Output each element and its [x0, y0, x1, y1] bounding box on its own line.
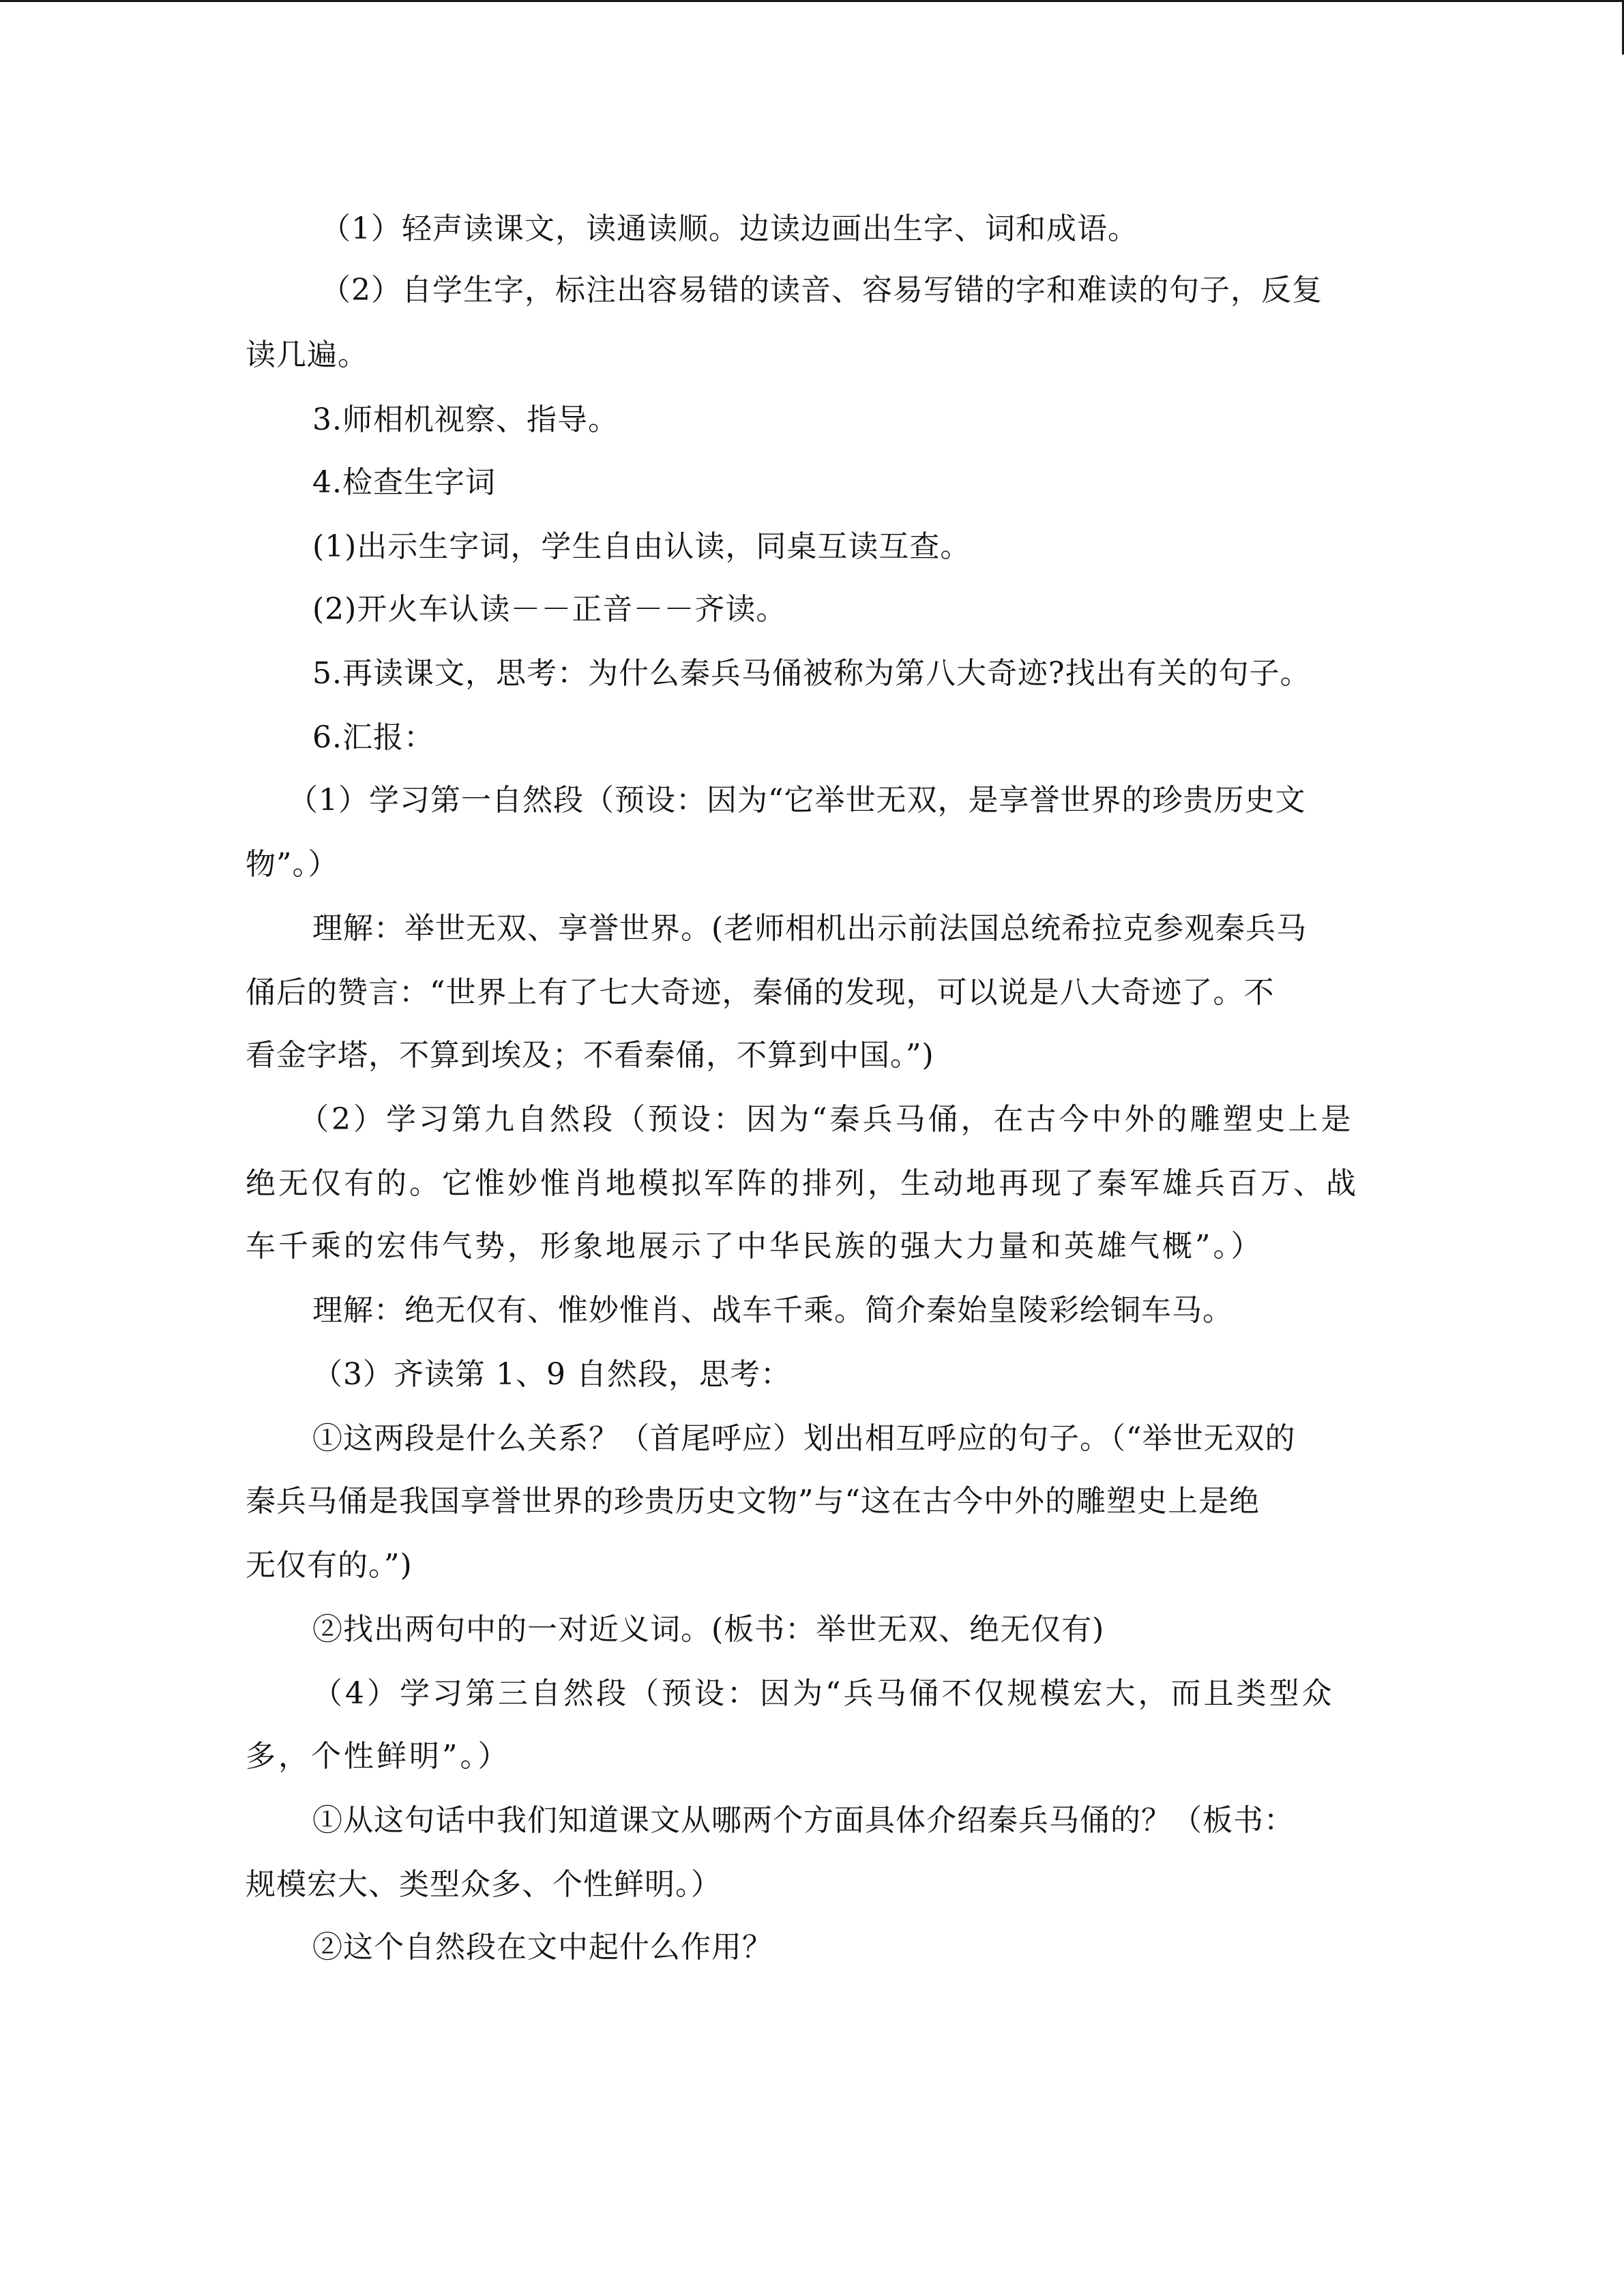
text-line: （3）齐读第 1、9 自然段，思考： — [312, 1357, 791, 1392]
text-line: 理解：绝无仅有、惟妙惟肖、战车千乘。简介秦始皇陵彩绘铜车马。 — [312, 1293, 1233, 1328]
text-line: （1）轻声读课文，读通读顺。边读边画出生字、词和成语。 — [321, 211, 1138, 246]
text-line: 4.检查生字词 — [312, 465, 496, 500]
text-line: (1)出示生字词，学生自由认读，同桌互读互查。 — [312, 529, 971, 564]
text-line: ①从这句话中我们知道课文从哪两个方面具体介绍秦兵马俑的？（板书： — [312, 1803, 1295, 1838]
text-line: （4）学习第三自然段（预设：因为“兵马俑不仅规模宏大，而且类型众 — [312, 1676, 1335, 1711]
text-line: ①这两段是什么关系？（首尾呼应）划出相互呼应的句子。（“举世无双的 — [312, 1421, 1296, 1456]
text-line: 物”。） — [246, 847, 339, 882]
text-line: ②这个自然段在文中起什么作用？ — [312, 1930, 773, 1965]
text-line: 规模宏大、类型众多、个性鲜明。） — [246, 1867, 722, 1902]
text-line: 3.师相机视察、指导。 — [312, 402, 619, 437]
text-line: （1）学习第一自然段（预设：因为“它举世无双，是享誉世界的珍贵历史文 — [288, 783, 1306, 818]
text-line: 绝无仅有的。它惟妙惟肖地模拟军阵的排列，生动地再现了秦军雄兵百万、战 — [246, 1166, 1359, 1201]
text-line: 5.再读课文，思考：为什么秦兵马俑被称为第八大奇迹?找出有关的句子。 — [312, 656, 1311, 691]
text-line: ②找出两句中的一对近义词。(板书：举世无双、绝无仅有) — [312, 1612, 1105, 1647]
text-line: 多，个性鲜明”。） — [246, 1739, 511, 1774]
text-line: (2)开火车认读－－正音－－齐读。 — [312, 592, 787, 627]
text-line: 无仅有的。”) — [246, 1548, 413, 1583]
text-line: 读几遍。 — [246, 338, 368, 372]
text-line: 6.汇报： — [312, 720, 434, 755]
text-line: 理解：举世无双、享誉世界。(老师相机出示前法国总统希拉克参观秦兵马 — [312, 911, 1308, 946]
text-line: 俑后的赞言：“世界上有了七大奇迹，秦俑的发现，可以说是八大奇迹了。不 — [246, 975, 1275, 1010]
text-line: 车千乘的宏伟气势，形象地展示了中华民族的强大力量和英雄气概”。） — [246, 1229, 1264, 1264]
text-line: 看金字塔，不算到埃及；不看秦俑，不算到中国。”) — [246, 1038, 934, 1073]
text-line: 秦兵马俑是我国享誉世界的珍贵历史文物”与“这在古今中外的雕塑史上是绝 — [246, 1484, 1260, 1519]
text-line: （2）自学生字，标注出容易错的读音、容易写错的字和难读的句子，反复 — [321, 273, 1323, 308]
document-page — [246, 0, 1378, 2296]
text-line: （2）学习第九自然段（预设：因为“秦兵马俑，在古今中外的雕塑史上是 — [299, 1102, 1354, 1137]
